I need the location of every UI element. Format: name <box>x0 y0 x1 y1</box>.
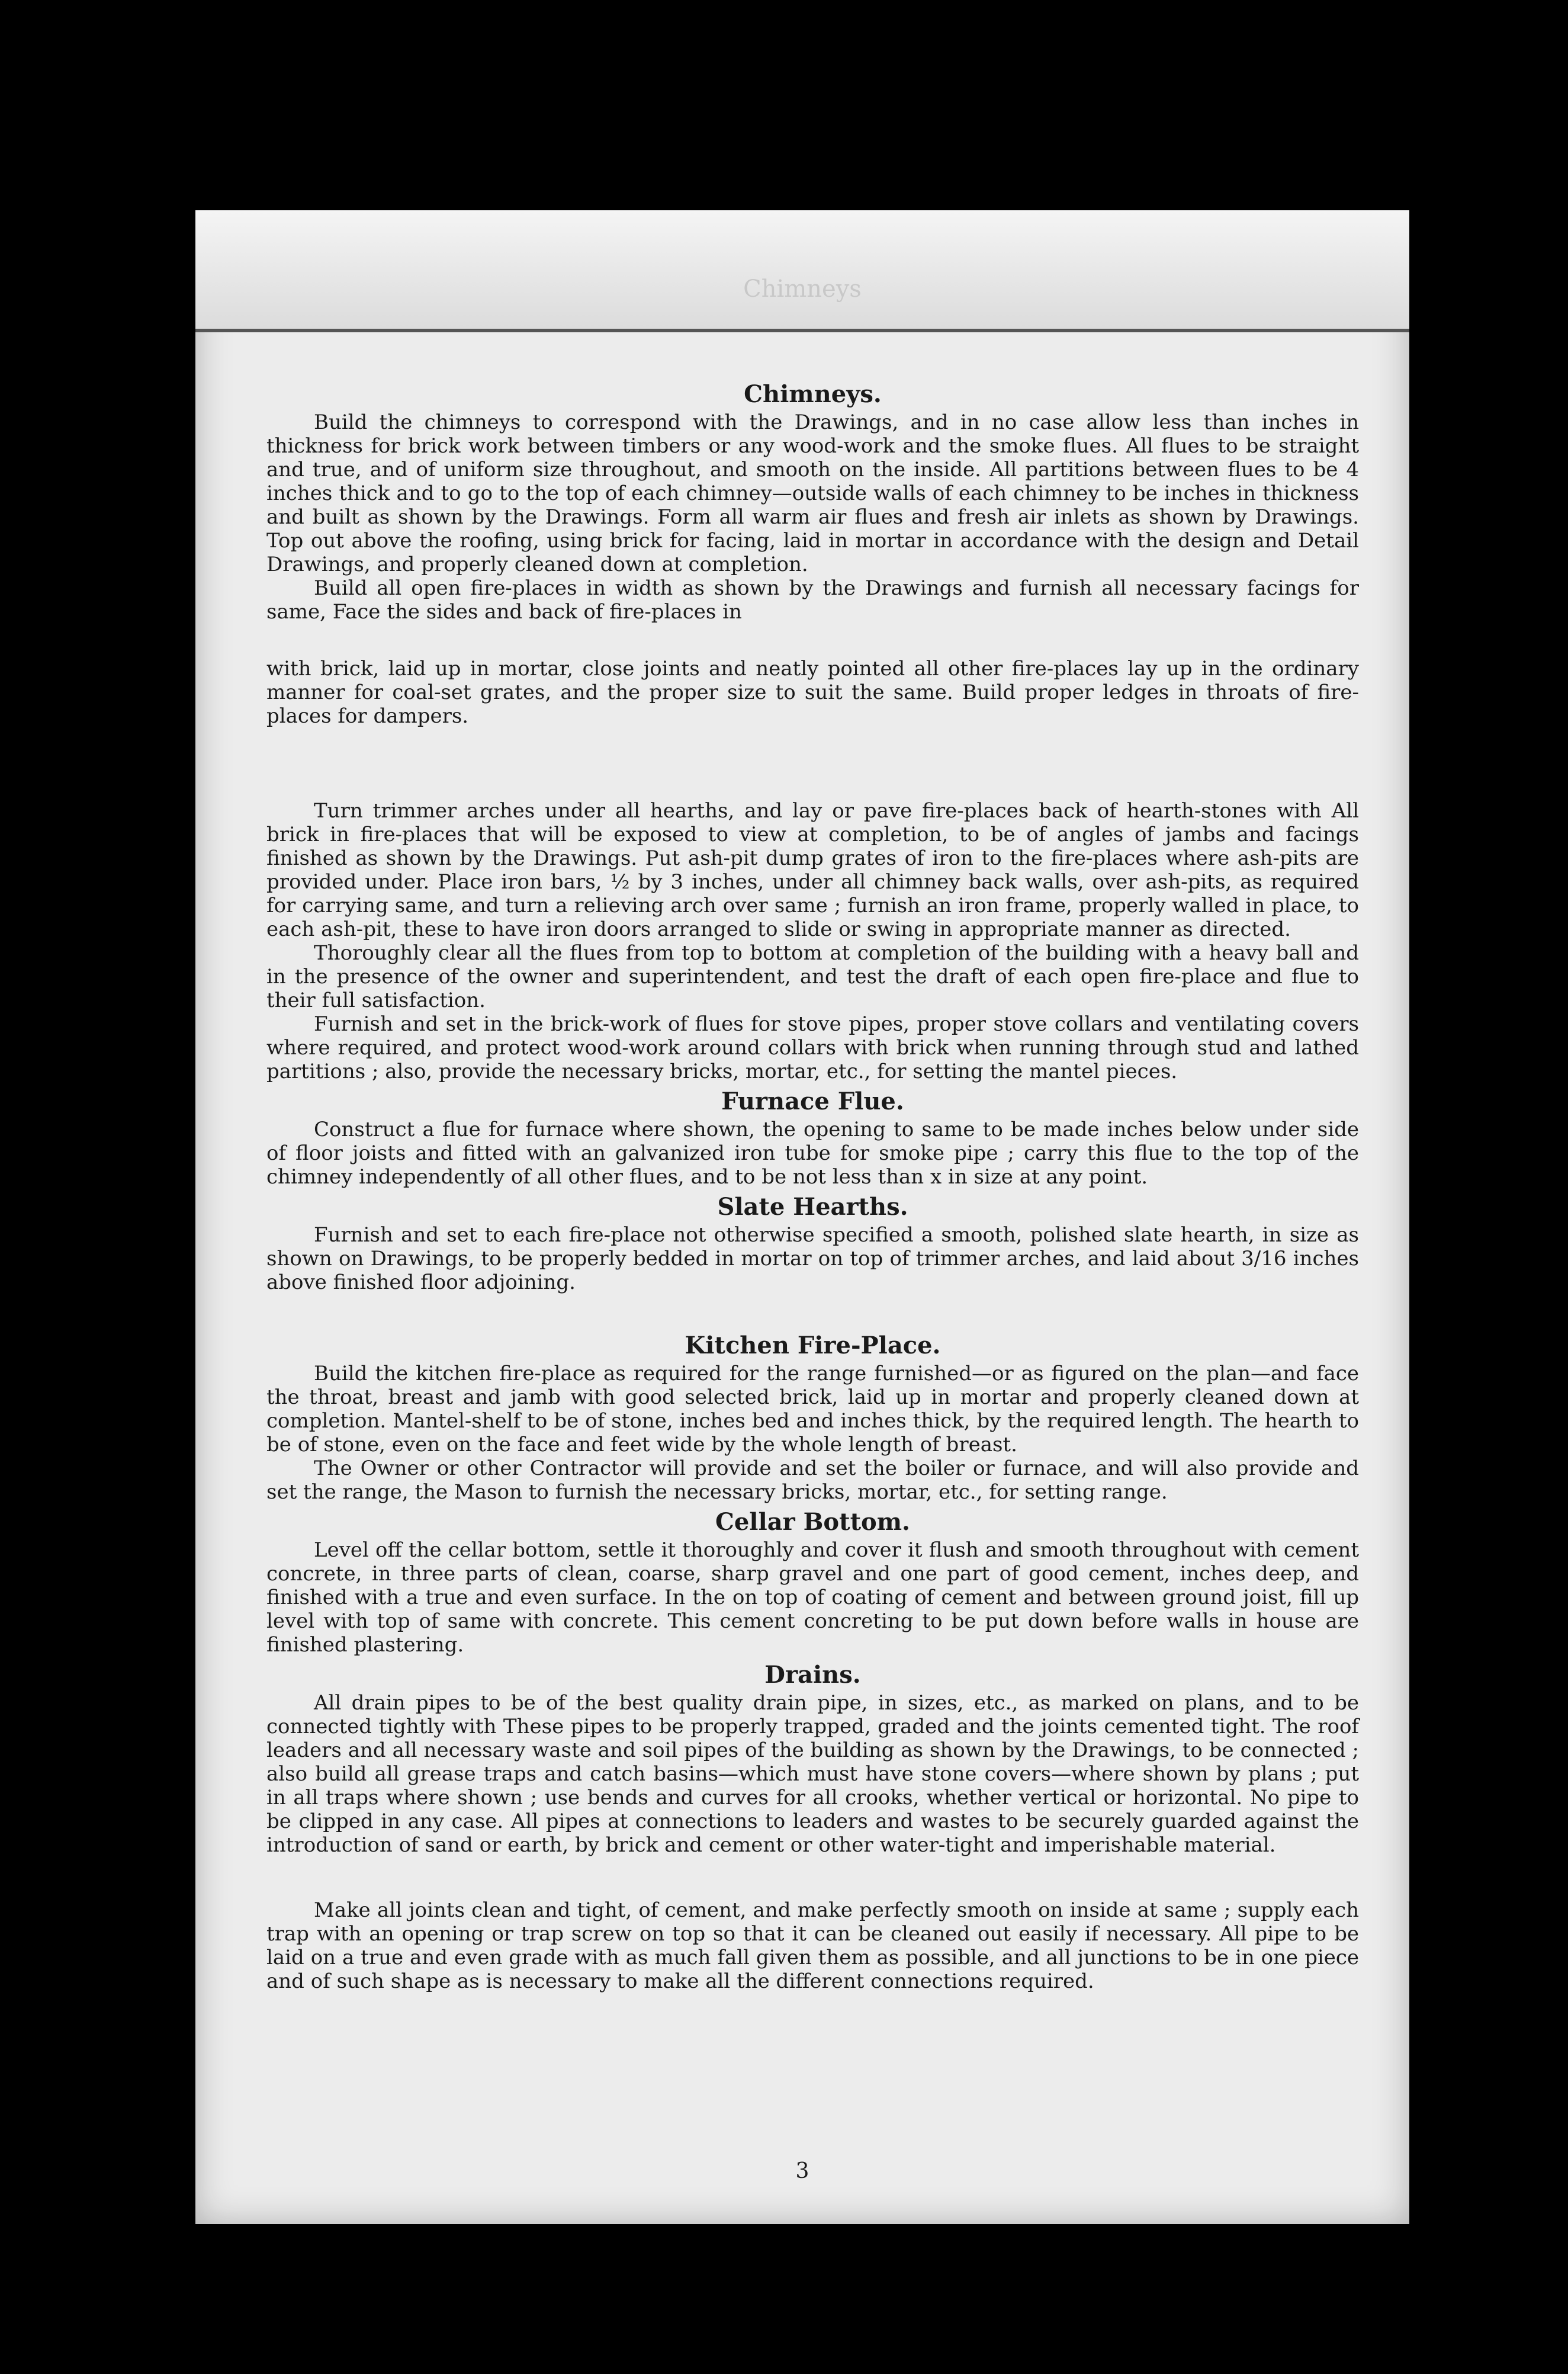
section-title-slate-hearths: Slate Hearths. <box>717 1193 908 1221</box>
drains-paragraph-1: All drain pipes to be of the best quality drain pipe, in sizes, etc., as marked on plans, and to be connected tightly with These pipes to be properly trapped, graded and the joints cemented tight. The roof leaders and all necessary waste and soil pipes of the building as shown by the Drawings, to be connected ; also build all grease traps and catch basins—which must have stone covers—where shown by plans ; put in all traps where shown ; use bends and curves for all crooks, whether vertical or horizontal. No pipe to be clipped in any case. All pipes at connections to leaders and wastes to be securely guarded against the introduction of sand or earth, by brick and cement or other water-tight and imperishable material. <box>266 1691 1359 1857</box>
chimneys-paragraph-6: Furnish and set in the brick-work of flues for stove pipes, proper stove collars and ventilating covers where required, and protect wood-work around collars with brick when running through stud and lathed partitions ; also, provide the necessary bricks, mortar, etc., for setting the mantel pieces. <box>266 1012 1359 1083</box>
cellar-bottom-paragraph: Level off the cellar bottom, settle it thoroughly and cover it flush and smooth throughout with cement concrete, in three parts of clean, coarse, sharp gravel and one part of good cement, inches deep, and finished with a true and even surface. In the on top of coating of cement and between ground joist, fill up level with top of same with concrete. This cement concreting to be put down before walls in house are finished plastering. <box>266 1538 1359 1657</box>
chimneys-paragraph-4: Turn trimmer arches under all hearths, and lay or pave fire-places back of hearth-stones with All brick in fire-places that will be exposed to view at completion, to be of angles of jambs and facings finished as shown by the Drawings. Put ash-pit dump grates of iron to the fire-places where ash-pits are provided under. Place iron bars, ½ by 3 inches, under all chimney back walls, over ash-pits, as required for carrying same, and turn a relieving arch over same ; furnish an iron frame, properly walled in place, to each ash-pit, these to have iron doors arranged to slide or swing in appropriate manner as directed. <box>266 799 1359 941</box>
section-title-cellar-bottom: Cellar Bottom. <box>715 1508 910 1536</box>
faded-header-text: Chimneys <box>743 275 862 303</box>
section-title-drains: Drains. <box>764 1661 861 1689</box>
kitchen-fireplace-paragraph-2: The Owner or other Contractor will provide and set the boiler or furnace, and will also provide and set the range, the Mason to furnish the necessary bricks, mortar, etc., for setting range. <box>266 1457 1359 1504</box>
section-title-furnace-flue: Furnace Flue. <box>721 1087 904 1115</box>
section-title-kitchen-fireplace: Kitchen Fire-Place. <box>685 1332 941 1359</box>
chimneys-paragraph-1: Build the chimneys to correspond with the Drawings, and in no case allow less than inches in thickness for brick work between timbers or any wood-work and the smoke flues. All flues to be straight and true, and of uniform size throughout, and smooth on the inside. All partitions between flues to be 4 inches thick and to go to the top of each chimney—outside walls of each chimney to be inches in thickness and built as shown by the Drawings. Form all warm air flues and fresh air inlets as shown by Drawings. Top out above the roofing, using brick for facing, laid in mortar in accordance with the design and Detail Drawings, and properly cleaned down at completion. <box>266 410 1359 576</box>
chimneys-paragraph-3: with brick, laid up in mortar, close joints and neatly pointed all other fire-places lay up in the ordinary manner for coal-set grates, and the proper size to suit the same. Build proper ledges in throats of fire-places for dampers. <box>266 657 1359 728</box>
drains-paragraph-2: Make all joints clean and tight, of cement, and make perfectly smooth on inside at same ; supply each trap with an opening or trap screw on top so that it can be cleaned out easily if necessary. All pipe to be laid on a true and even grade with as much fall given them as possible, and all junctions to be in one piece and of such shape as is necessary to make all the different connections required. <box>266 1898 1359 1993</box>
kitchen-fireplace-paragraph-1: Build the kitchen fire-place as required for the range furnished—or as figured on the plan—and face the throat, breast and jamb with good selected brick, laid up in mortar and properly cleaned down at completion. Mantel-shelf to be of stone, inches bed and inches thick, by the required length. The hearth to be of stone, even on the face and feet wide by the whole length of breast. <box>266 1362 1359 1457</box>
document-page <box>195 210 1409 2224</box>
page-number: 3 <box>795 2159 809 2183</box>
page-content <box>266 376 1359 1993</box>
slate-hearths-paragraph: Furnish and set to each fire-place not otherwise specified a smooth, polished slate hearth, in size as shown on Drawings, to be properly bedded in mortar on top of trimmer arches, and laid about 3/16 inches above finished floor adjoining. <box>266 1223 1359 1294</box>
section-title-chimneys: Chimneys. <box>744 380 882 408</box>
furnace-flue-paragraph: Construct a flue for furnace where shown, the opening to same to be made inches below under side of floor joists and fitted with an galvanized iron tube for smoke pipe ; carry this flue to the top of the chimney independently of all other flues, and to be not less than x in size at any point. <box>266 1118 1359 1189</box>
chimneys-paragraph-2: Build all open fire-places in width as shown by the Drawings and furnish all necessary facings for same, Face the sides and back of fire-places in <box>266 576 1359 624</box>
folded-header <box>195 210 1409 332</box>
chimneys-paragraph-5: Thoroughly clear all the flues from top to bottom at completion of the building with a heavy ball and in the presence of the owner and superintendent, and test the draft of each open fire-place and flue to their full satisfaction. <box>266 941 1359 1012</box>
